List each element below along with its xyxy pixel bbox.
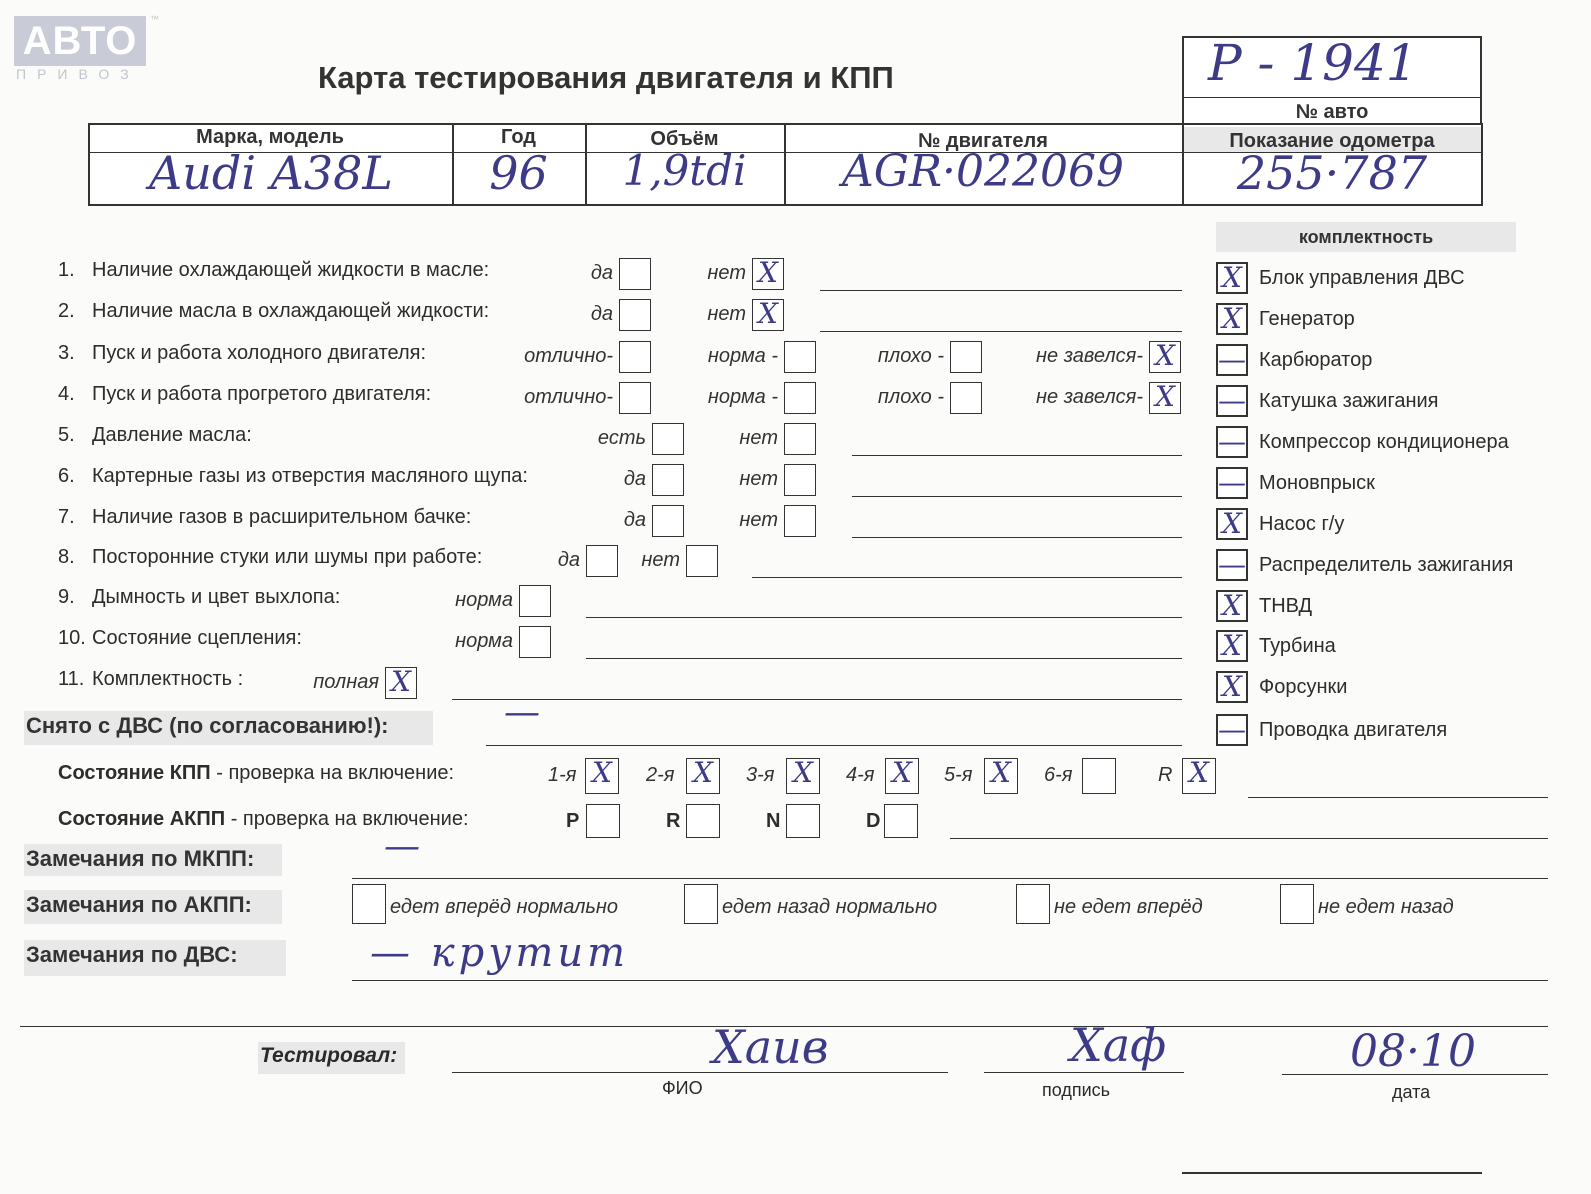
question-number: 2.	[58, 300, 75, 322]
kpp-label-rest: - проверка на включение:	[210, 762, 455, 784]
question-number: 4.	[58, 383, 75, 405]
question-text: Дымность и цвет выхлопа:	[92, 586, 341, 608]
akpp-line	[950, 838, 1548, 839]
tested-by-label: Тестировал:	[258, 1042, 405, 1074]
answer-line	[586, 658, 1182, 659]
question-text: Комплектность :	[92, 668, 244, 690]
completeness-item: Турбина	[1259, 635, 1336, 657]
gear-label: 4-я	[846, 764, 875, 786]
question-text: Картерные газы из отверстия масляного щупа:	[92, 465, 528, 487]
option-label: не завелся-	[1036, 345, 1143, 367]
completeness-item: Блок управления ДВС	[1259, 267, 1465, 289]
volume-value[interactable]: 1,9tdi	[622, 146, 747, 195]
gear-label: R	[1158, 764, 1173, 786]
option-label: норма -	[707, 345, 778, 367]
option-checkbox[interactable]	[784, 464, 816, 496]
car-number-label: № авто	[1295, 101, 1369, 123]
option-checkbox[interactable]	[784, 382, 816, 414]
divider	[1182, 97, 1482, 98]
akpp-remark-option: едет вперёд нормально	[390, 896, 619, 918]
fio-line	[452, 1072, 948, 1073]
question-text: Посторонние стуки или шумы при работе:	[92, 546, 483, 568]
option-checkbox[interactable]	[784, 423, 816, 455]
question-number: 9.	[58, 586, 75, 608]
remarks-mkpp-line	[352, 878, 1548, 879]
completeness-header: комплектность	[1216, 222, 1516, 252]
header-volume: Объём	[650, 128, 719, 150]
question-text: Наличие масла в охлаждающей жидкости:	[92, 300, 490, 322]
answer-line	[852, 537, 1182, 538]
option-checkbox[interactable]	[784, 505, 816, 537]
kpp-label-bold: Состояние КПП	[58, 762, 211, 784]
completeness-checkbox[interactable]: X	[1216, 303, 1248, 335]
header-odometer: Показание одометра	[1229, 130, 1435, 152]
date-value[interactable]: 08·10	[1350, 1026, 1476, 1077]
engine-number-value[interactable]: AGR·022069	[841, 146, 1124, 197]
model-value[interactable]: Audi A38L	[149, 146, 393, 200]
logo-subtitle: ПРИВОЗ	[16, 66, 140, 82]
remarks-dvs-value[interactable]: — крутит	[370, 930, 630, 976]
gear-label: 5-я	[944, 764, 973, 786]
option-label: нет	[641, 549, 680, 571]
akpp-mode-label: P	[566, 810, 580, 832]
logo-trademark: ™	[150, 14, 159, 24]
remarks-mkpp-value[interactable]: —	[384, 826, 420, 867]
option-checkbox[interactable]	[619, 341, 651, 373]
question-number: 7.	[58, 506, 75, 528]
option-checkbox[interactable]	[784, 341, 816, 373]
question-number: 8.	[58, 546, 75, 568]
option-checkbox[interactable]	[686, 545, 718, 577]
completeness-item: Форсунки	[1259, 676, 1348, 698]
option-label: полная	[313, 671, 379, 693]
option-label: нет	[739, 509, 778, 531]
akpp-remark-option: не едет назад	[1318, 896, 1454, 918]
gear-checkbox[interactable]	[1082, 758, 1116, 794]
akpp-remark-option: не едет вперёд	[1054, 896, 1203, 918]
question-text: Наличие газов в расширительном бачке:	[92, 506, 472, 528]
question-number: 11.	[58, 668, 85, 690]
bottom-box-edge	[1182, 1172, 1482, 1174]
odometer-value[interactable]: 255·787	[1236, 146, 1428, 200]
completeness-checkbox[interactable]: —	[1218, 548, 1246, 581]
akpp-mode-label: D	[866, 810, 881, 832]
remarks-dvs-label: Замечания по ДВС:	[24, 940, 286, 976]
gear-checkbox[interactable]: X	[1182, 758, 1216, 794]
question-text: Состояние сцепления:	[92, 627, 302, 649]
fio-value[interactable]: Хаив	[712, 1020, 829, 1074]
completeness-checkbox[interactable]: X	[1216, 262, 1248, 294]
question-number: 6.	[58, 465, 75, 487]
completeness-item: ТНВД	[1259, 595, 1313, 617]
akpp-remark-checkbox[interactable]	[1280, 884, 1314, 924]
completeness-checkbox[interactable]: X	[1216, 590, 1248, 622]
question-number: 10.	[58, 627, 86, 649]
option-label: не завелся-	[1036, 386, 1143, 408]
fio-label: ФИО	[662, 1078, 703, 1098]
option-checkbox[interactable]: X	[752, 258, 784, 290]
gear-checkbox[interactable]: X	[786, 758, 820, 794]
completeness-checkbox[interactable]: —	[1218, 343, 1246, 376]
question-number: 1.	[58, 259, 75, 281]
option-checkbox[interactable]	[519, 585, 551, 617]
option-label: норма	[455, 630, 513, 652]
option-label: нет	[707, 262, 746, 284]
completeness-item: Распределитель зажигания	[1259, 554, 1514, 576]
completeness-checkbox[interactable]: —	[1218, 425, 1246, 458]
logo: АВТО	[14, 16, 146, 66]
header-year: Год	[501, 126, 536, 148]
answer-line	[752, 577, 1182, 578]
answer-line	[820, 331, 1182, 332]
akpp-remark-checkbox[interactable]	[352, 884, 386, 924]
option-checkbox[interactable]: X	[385, 667, 417, 699]
option-label: нет	[707, 303, 746, 325]
removed-label: Снято с ДВС (по согласованию!):	[24, 711, 433, 745]
option-label: плохо -	[877, 345, 944, 367]
year-value[interactable]: 96	[489, 146, 548, 200]
akpp-mode-checkbox[interactable]	[586, 804, 620, 838]
gear-label: 1-я	[548, 764, 577, 786]
date-line	[1282, 1074, 1548, 1075]
answer-line	[452, 699, 1182, 700]
question-text: Пуск и работа холодного двигателя:	[92, 342, 427, 364]
option-checkbox[interactable]: X	[752, 299, 784, 331]
completeness-checkbox[interactable]: —	[1218, 466, 1246, 499]
question-text: Пуск и работа прогретого двигателя:	[92, 383, 432, 405]
option-checkbox[interactable]	[619, 382, 651, 414]
gear-checkbox[interactable]: X	[885, 758, 919, 794]
completeness-item: Насос г/у	[1259, 513, 1345, 535]
akpp-label-bold: Состояние АКПП	[58, 808, 226, 830]
completeness-item: Компрессор кондиционера	[1259, 431, 1509, 453]
option-label: норма -	[707, 386, 778, 408]
akpp-remark-option: едет назад нормально	[722, 896, 938, 918]
option-checkbox[interactable]	[652, 464, 684, 496]
option-label: да	[623, 509, 646, 531]
completeness-item: Проводка двигателя	[1259, 719, 1448, 741]
answer-line	[586, 617, 1182, 618]
completeness-item: Моновпрыск	[1259, 472, 1375, 494]
akpp-mode-checkbox[interactable]	[884, 804, 918, 838]
option-label: да	[623, 468, 646, 490]
question-text: Наличие охлаждающей жидкости в масле:	[92, 259, 490, 281]
answer-line	[852, 455, 1182, 456]
option-checkbox[interactable]	[652, 423, 684, 455]
option-checkbox[interactable]	[619, 299, 651, 331]
option-label: плохо -	[877, 386, 944, 408]
option-label: отлично-	[524, 345, 613, 367]
gear-label: 3-я	[746, 764, 775, 786]
option-label: есть	[597, 427, 646, 449]
option-checkbox[interactable]	[586, 545, 618, 577]
option-label: да	[557, 549, 580, 571]
gear-label: 6-я	[1044, 764, 1073, 786]
completeness-item: Карбюратор	[1259, 349, 1373, 371]
remarks-dvs-line	[352, 980, 1548, 981]
gear-checkbox[interactable]: X	[585, 758, 619, 794]
completeness-checkbox[interactable]: —	[1218, 384, 1246, 417]
signature-value[interactable]: Хаф	[1070, 1018, 1167, 1072]
option-label: да	[590, 303, 613, 325]
signature-label: подпись	[1042, 1080, 1111, 1100]
kpp-label	[58, 762, 454, 785]
option-checkbox[interactable]	[652, 505, 684, 537]
gear-label: 2-я	[646, 764, 675, 786]
akpp-remark-checkbox[interactable]	[684, 884, 718, 924]
answer-line	[852, 496, 1182, 497]
option-checkbox[interactable]	[950, 382, 982, 414]
option-checkbox[interactable]	[950, 341, 982, 373]
option-label: нет	[739, 468, 778, 490]
signature-line	[984, 1072, 1184, 1073]
option-checkbox[interactable]	[619, 258, 651, 290]
option-label: нет	[739, 427, 778, 449]
answer-line	[820, 290, 1182, 291]
header-engine-number: № двигателя	[918, 130, 1048, 152]
option-label: норма	[455, 589, 513, 611]
completeness-checkbox[interactable]: —	[1218, 713, 1246, 746]
option-label: да	[590, 262, 613, 284]
removed-line	[486, 745, 1182, 746]
completeness-checkbox[interactable]: X	[1216, 630, 1248, 662]
completeness-checkbox[interactable]: X	[1216, 671, 1248, 703]
akpp-label-rest: - проверка на включение:	[225, 808, 469, 830]
kpp-line	[1248, 797, 1548, 798]
completeness-checkbox[interactable]: X	[1216, 508, 1248, 540]
akpp-mode-label: R	[666, 810, 681, 832]
date-label: дата	[1392, 1082, 1431, 1102]
akpp-mode-checkbox[interactable]	[786, 804, 820, 838]
question-text: Давление масла:	[92, 424, 252, 446]
option-checkbox[interactable]: X	[1149, 341, 1181, 373]
option-label: отлично-	[524, 386, 613, 408]
remarks-mkpp-label: Замечания по МКПП:	[24, 844, 282, 876]
completeness-item: Генератор	[1259, 308, 1355, 330]
car-number-value[interactable]: P - 1941	[1208, 34, 1418, 92]
form-title: Карта тестирования двигателя и КПП	[318, 60, 894, 95]
akpp-mode-label: N	[766, 810, 781, 832]
removed-value[interactable]: —	[504, 692, 540, 733]
gear-checkbox[interactable]: X	[984, 758, 1018, 794]
option-checkbox[interactable]	[519, 626, 551, 658]
completeness-item: Катушка зажигания	[1259, 390, 1439, 412]
akpp-mode-checkbox[interactable]	[686, 804, 720, 838]
question-number: 3.	[58, 342, 75, 364]
gear-checkbox[interactable]: X	[686, 758, 720, 794]
remarks-akpp-label: Замечания по АКПП:	[24, 890, 282, 924]
header-model: Марка, модель	[196, 126, 344, 148]
akpp-remark-checkbox[interactable]	[1016, 884, 1050, 924]
option-checkbox[interactable]: X	[1149, 382, 1181, 414]
question-number: 5.	[58, 424, 75, 446]
